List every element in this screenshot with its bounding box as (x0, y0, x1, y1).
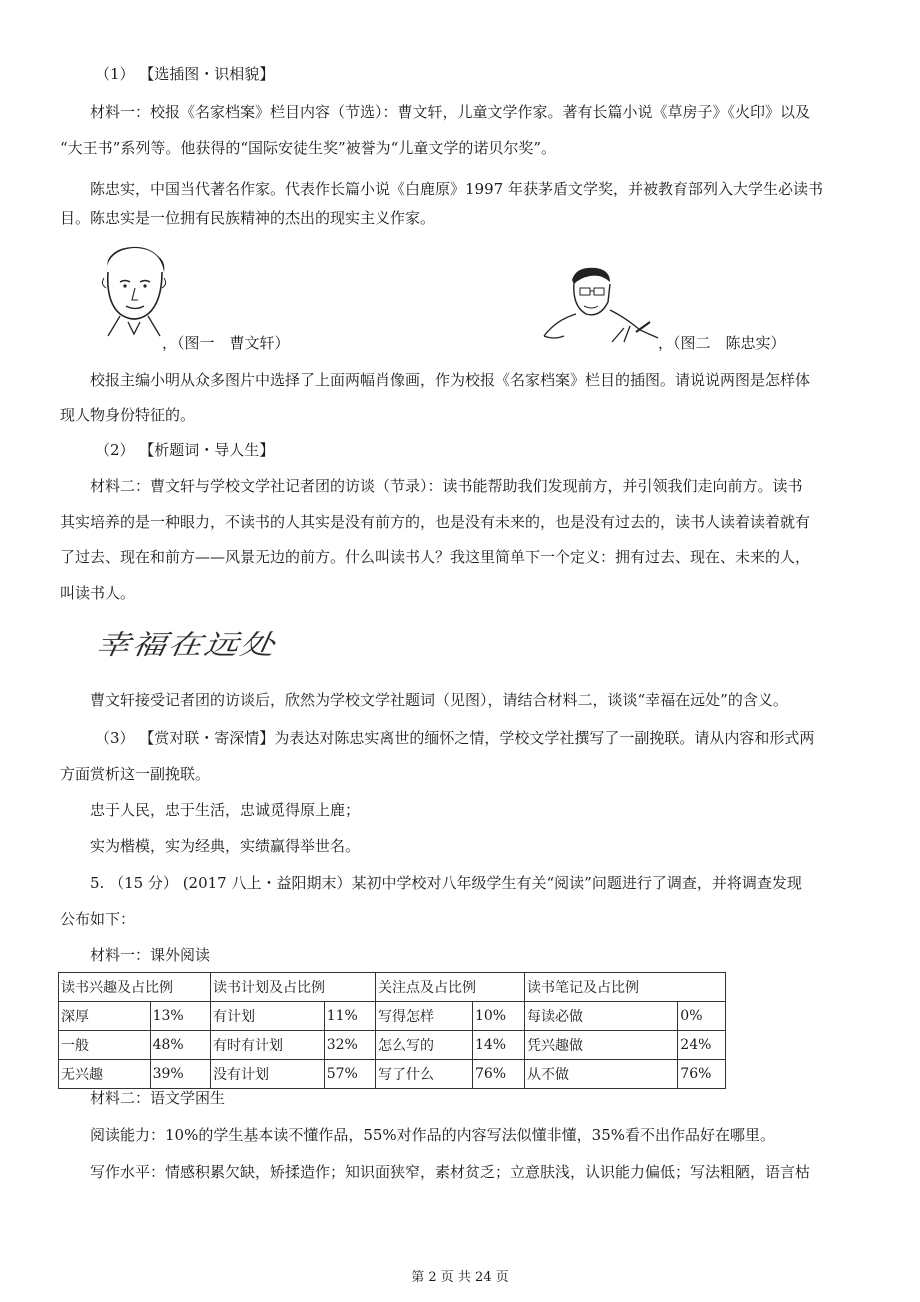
chen-intro-line2: 目。陈忠实是一位拥有民族精神的杰出的现实主义作家。 (60, 209, 436, 227)
table-row (59, 1002, 726, 1031)
table-cell: 写得怎样 (376, 1002, 473, 1031)
material-two-line4: 叫读书人。 (60, 584, 136, 602)
chen-zhongshi-portrait (540, 266, 662, 346)
table-cell: 24% (678, 1031, 726, 1060)
q3-line2: 方面赏析这一副挽联。 (60, 765, 211, 783)
material-one-title: 材料一：课外阅读 (90, 946, 211, 964)
page-footer: 第 2 页 共 24 页 (411, 1270, 509, 1285)
chen-intro-line1: 陈忠实，中国当代著名作家。代表作长篇小说《白鹿原》1997 年获茅盾文学奖，并被教育部列入大学生必读书 (90, 180, 823, 198)
table-cell: 有计划 (211, 1002, 325, 1031)
table-cell: 没有计划 (211, 1060, 325, 1089)
table-cell: 无兴趣 (59, 1060, 151, 1089)
table-cell: 32% (324, 1031, 375, 1060)
table-header: 读书计划及占比例 (211, 973, 376, 1002)
table-row (59, 1060, 726, 1089)
q5-line1: 5. （15 分） (2017 八上・益阳期末）某初中学校对八年级学生有关“阅读”问题进行了调查，并将调查发现 (90, 874, 802, 892)
cao-wenxuan-portrait (88, 242, 180, 338)
table-cell: 深厚 (59, 1002, 151, 1031)
q2-prompt: 曹文轩接受记者团的访谈后，欣然为学校文学社题词（见图），请结合材料二，谈谈“幸福在远处”的含义。 (90, 691, 788, 709)
material-two-title: 材料二：语文学困生 (90, 1089, 226, 1107)
table-cell: 57% (324, 1060, 375, 1089)
table-cell: 有时有计划 (211, 1031, 325, 1060)
table-header-row (59, 973, 726, 1002)
q5-line2: 公布如下： (60, 910, 136, 928)
table-cell: 76% (472, 1060, 524, 1089)
couplet-line2: 实为楷模，实为经典，实绩赢得举世名。 (90, 837, 361, 855)
q1-heading: （1） 【选插图・识相貌】 (95, 65, 275, 83)
q2-heading: （2） 【析题词・导人生】 (95, 441, 275, 459)
table-cell: 10% (472, 1002, 524, 1031)
table-header: 读书兴趣及占比例 (59, 973, 211, 1002)
table-cell: 一般 (59, 1031, 151, 1060)
table-cell: 11% (324, 1002, 375, 1031)
table-row (59, 1031, 726, 1060)
couplet-line1: 忠于人民，忠于生活，忠诚觅得原上鹿； (90, 801, 361, 819)
material-one-line2: “大王书”系列等。他获得的“国际安徒生奖”被誉为“儿童文学的诺贝尔奖”。 (60, 139, 557, 157)
table-cell: 0% (678, 1002, 726, 1031)
table-cell: 怎么写的 (376, 1031, 473, 1060)
table-header: 关注点及占比例 (376, 973, 525, 1002)
material-two-line3: 了过去、现在和前方——风景无边的前方。什么叫读书人？我这里简单下一个定义：拥有过去、现在、未来的人， (60, 548, 811, 566)
table-header: 读书笔记及占比例 (525, 973, 726, 1002)
material-two-line1: 材料二：曹文轩与学校文学社记者团的访谈（节录）：读书能帮助我们发现前方，并引领我们走向前方。读书 (90, 477, 803, 495)
table-cell: 76% (678, 1060, 726, 1089)
table-cell: 14% (472, 1031, 524, 1060)
figure2-caption: ，（图二 陈忠实） (658, 334, 786, 352)
q1-prompt-line1: 校报主编小明从众多图片中选择了上面两幅肖像画，作为校报《名家档案》栏目的插图。请说说两图是怎样体 (90, 371, 811, 389)
calligraphy-inscription: 幸福在远处 (93, 629, 279, 661)
reading-survey-table (58, 972, 726, 1089)
q1-prompt-line2: 现人物身份特征的。 (60, 406, 196, 424)
table-cell: 凭兴趣做 (525, 1031, 678, 1060)
table-cell: 39% (150, 1060, 210, 1089)
table-cell: 13% (150, 1002, 210, 1031)
table-cell: 48% (150, 1031, 210, 1060)
q3-line1: （3） 【赏对联・寄深情】为表达对陈忠实离世的缅怀之情，学校文学社撰写了一副挽联。请从内容和形式两 (95, 729, 815, 747)
table-cell: 每读必做 (525, 1002, 678, 1031)
writing-level: 写作水平：情感积累欠缺，矫揉造作；知识面狭窄，素材贫乏；立意肤浅，认识能力偏低；写法粗陋，语言枯 (90, 1163, 811, 1181)
table-cell: 写了什么 (376, 1060, 473, 1089)
material-one-line1: 材料一：校报《名家档案》栏目内容（节选）：曹文轩，儿童文学作家。著有长篇小说《草房子》《火印》以及 (90, 103, 811, 121)
table-cell: 从不做 (525, 1060, 678, 1089)
material-two-line2: 其实培养的是一种眼力，不读书的人其实是没有前方的，也是没有未来的，也是没有过去的，读书人读着读着就有 (60, 513, 811, 531)
reading-ability: 阅读能力：10%的学生基本读不懂作品，55%对作品的内容写法似懂非懂，35%看不出作品好在哪里。 (90, 1126, 776, 1144)
figure1-caption: ，（图一 曹文轩） (162, 334, 290, 352)
